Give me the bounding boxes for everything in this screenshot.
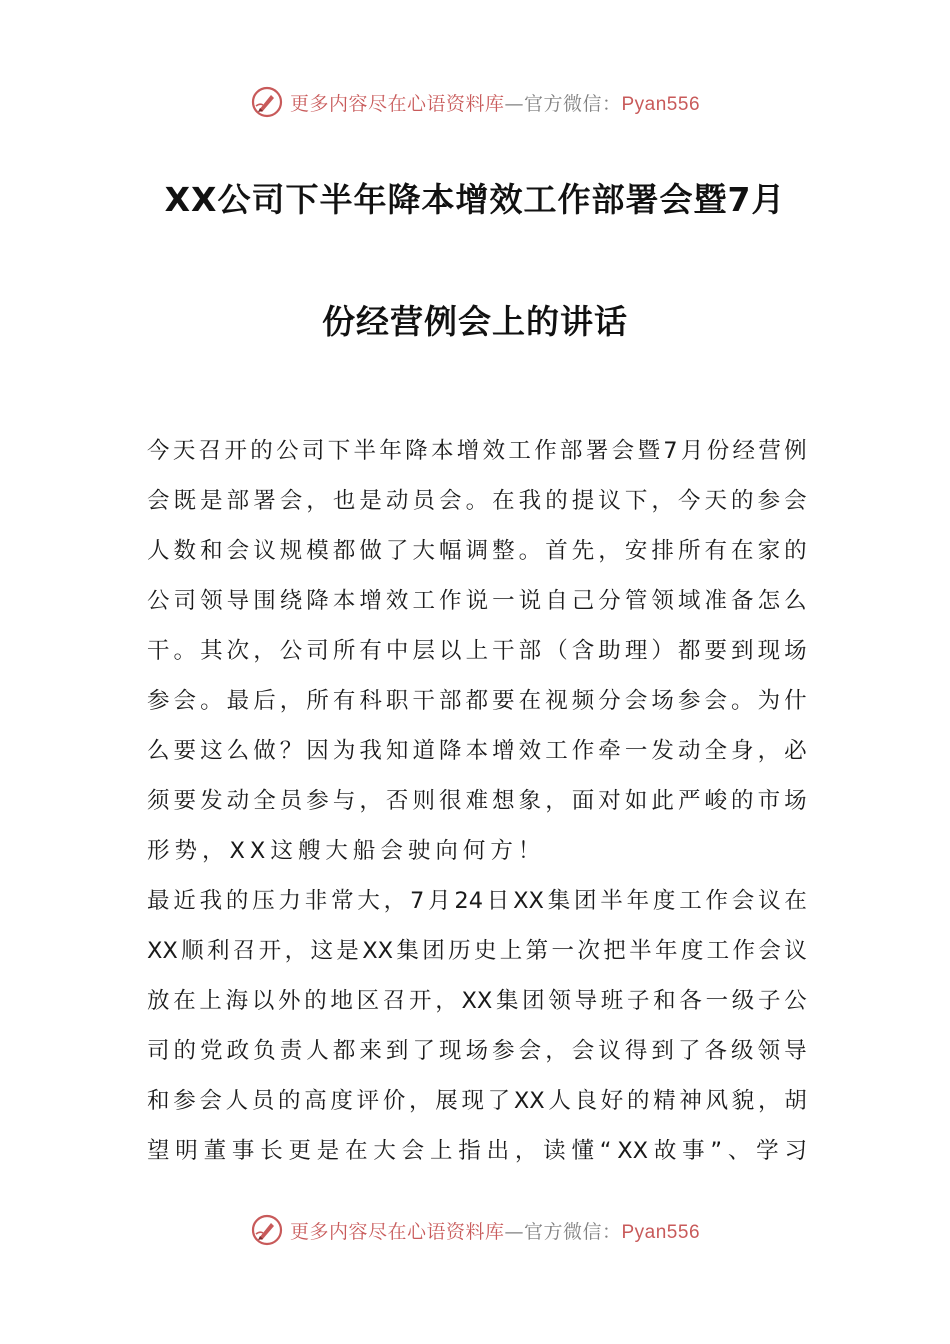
body-line: 和 参 会 人 员 的 高 度 评 价 ， 展 现 了 XX 人 良 好 的 精 神 风 貌 ， 胡 bbox=[147, 1088, 807, 1114]
pen-logo-icon bbox=[250, 1213, 284, 1247]
body-line: 人 数 和 会 议 规 模 都 做 了 大 幅 调 整 。 首 先 ， 安 排 所 有 在 家 的 bbox=[147, 538, 807, 564]
body-line: 最 近 我 的 压 力 非 常 大 ， 7 月 24 日 XX 集 团 半 年 度 工 作 会 议 在 bbox=[147, 888, 807, 914]
body-line: 放 在 上 海 以 外 的 地 区 召 开 ， XX 集 团 领 导 班 子 和 各 一 级 子 公 bbox=[147, 988, 807, 1014]
banner-wechat-id: Pyan556 bbox=[621, 1221, 701, 1243]
body-line: 望 明 董 事 长 更 是 在 大 会 上 指 出 ， 读 懂 “ XX 故 事 ” 、 学 习 bbox=[147, 1138, 807, 1164]
body-line: XX 顺 利 召 开 ， 这 是 XX 集 团 历 史 上 第 一 次 把 半 年 度 工 作 会 议 bbox=[147, 938, 807, 964]
body-line: 么 要 这 么 做 ？ 因 为 我 知 道 降 本 增 效 工 作 牵 一 发 动 全 身 ， 必 bbox=[147, 738, 807, 764]
banner-wechat-label: 官方微信： bbox=[523, 92, 622, 115]
body-line: 参 会 。 最 后 ， 所 有 科 职 干 部 都 要 在 视 频 分 会 场 参 会 。 为 什 bbox=[147, 688, 807, 714]
body-line: 须 要 发 动 全 员 参 与 ， 否 则 很 难 想 象 ， 面 对 如 此 严 峻 的 市 场 bbox=[147, 788, 807, 814]
banner-site-name: 更多内容尽在心语资料库 bbox=[289, 92, 505, 115]
body-line: 公 司 领 导 围 绕 降 本 增 效 工 作 说 一 说 自 己 分 管 领 域 准 备 怎 么 bbox=[147, 588, 807, 614]
banner-dash: — bbox=[504, 1220, 524, 1243]
document-title-line-1: XX公司下半年降本增效工作部署会暨7月 bbox=[164, 180, 786, 219]
body-line: 司 的 党 政 负 责 人 都 来 到 了 现 场 参 会 ， 会 议 得 到 了 各 级 领 导 bbox=[147, 1038, 807, 1064]
banner-text bbox=[290, 1217, 700, 1244]
body-line: 形势，XX这艘大船会驶向何方！ bbox=[147, 838, 546, 864]
document-body bbox=[147, 426, 807, 1176]
body-line: 今 天 召 开 的 公 司 下 半 年 降 本 增 效 工 作 部 署 会 暨 7 月 份 经 营 例 bbox=[147, 438, 807, 464]
banner-site-name: 更多内容尽在心语资料库 bbox=[289, 1220, 505, 1243]
banner-dash: — bbox=[504, 92, 524, 115]
footer-banner bbox=[0, 1210, 950, 1250]
body-line: 会 既 是 部 署 会 ， 也 是 动 员 会 。 在 我 的 提 议 下 ， 今 天 的 参 会 bbox=[147, 488, 807, 514]
banner-text bbox=[290, 89, 700, 116]
body-line: 干 。 其 次 ， 公 司 所 有 中 层 以 上 干 部 （ 含 助 理 ） 都 要 到 现 场 bbox=[147, 638, 807, 664]
pen-logo-icon bbox=[250, 85, 284, 119]
header-banner bbox=[0, 82, 950, 122]
banner-wechat-label: 官方微信： bbox=[523, 1220, 622, 1243]
document-title-line-2: 份经营例会上的讲话 bbox=[322, 302, 628, 341]
banner-wechat-id: Pyan556 bbox=[621, 93, 701, 115]
